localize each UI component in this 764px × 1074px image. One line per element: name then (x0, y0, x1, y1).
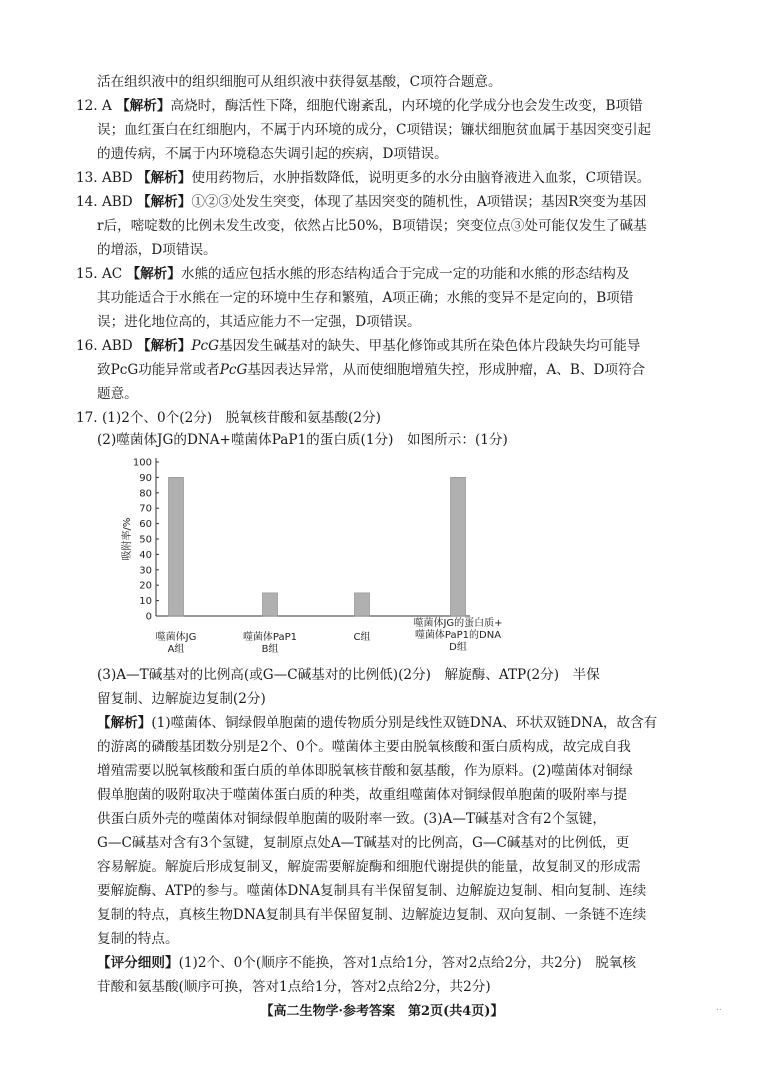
bar (355, 593, 370, 616)
text-line: r后，嘧啶数的比例未发生改变，依然占比50%，B项错误；突变位点③处可能仅发生了碱基 (97, 218, 647, 234)
text-line: 活在组织液中的组织细胞可从组织液中获得氨基酸，C项符合题意。 (97, 74, 502, 90)
bar (451, 477, 466, 616)
question-14 (76, 192, 646, 212)
text-line: 的遗传病，不属于内环境稳态失调引起的疾病，D项错误。 (97, 146, 448, 162)
bar (169, 477, 184, 616)
analysis-label: 【解析】 (116, 98, 171, 114)
analysis-label: 【解析】 (136, 338, 192, 354)
y-tick-label: 20 (139, 580, 152, 592)
category-label: B组 (261, 644, 279, 655)
text-line: 假单胞菌的吸附取决于噬菌体蛋白质的种类，故重组噬菌体对铜绿假单胞菌的吸附率与提 (97, 787, 628, 803)
y-tick-label: 100 (132, 457, 152, 469)
y-tick-label: 80 (139, 488, 152, 500)
y-tick-label: 40 (139, 549, 152, 561)
y-axis-label: 吸附率/% (122, 517, 133, 561)
y-tick-label: 30 (139, 565, 152, 577)
text-line: (3)A—T碱基对的比例高(或G—C碱基对的比例低)(2分) 解旋酶、ATP(2分) 半保 (97, 667, 600, 683)
text-line: (2)噬菌体JG的DNA+噬菌体PaP1的蛋白质(1分) 如图所示：(1分) (97, 432, 508, 448)
category-label: 噬菌体JG (155, 632, 197, 643)
text-line: 误；进化地位高的，其适应能力不一定强，D项错误。 (97, 314, 421, 330)
text-span: 基因表达异常，从而使细胞增殖失控，形成肿瘤，A、B、D项符合 (247, 362, 646, 378)
question-12 (76, 96, 643, 116)
category-label: 噬菌体PaP1 (242, 632, 298, 643)
scoring-rules (97, 953, 636, 973)
text-line: 留复制、边解旋边复制(2分) (97, 691, 266, 707)
text-line: 的游离的磷酸基团数分别是2个、0个。噬菌体主要由脱氧核酸和蛋白质构成，故完成自我 (97, 739, 631, 755)
text-line: 要解旋酶、ATP的参与。噬菌体DNA复制具有半保留复制、边解旋边复制、相向复制、连续 (97, 883, 647, 899)
text-span: 致PcG功能异常或者 (97, 362, 220, 378)
text-line: 复制的特点，真核生物DNA复制具有半保留复制、边解旋边复制、双向复制、一条链不连续 (97, 907, 647, 923)
text-span: ①②③处发生突变，体现了基因突变的随机性，A项错误；基因R突变为基因 (191, 194, 647, 210)
y-tick-label: 10 (139, 596, 152, 608)
text-line: G—C碱基对含有3个氢键，复制原点处A—T碱基对的比例高，G—C碱基对的比例低，更 (97, 835, 630, 851)
analysis-17 (97, 713, 657, 733)
answer-key: 14. ABD (76, 194, 133, 210)
y-tick-label: 90 (139, 472, 152, 484)
category-label: C组 (353, 632, 371, 643)
answer-key: 15. AC (76, 266, 123, 282)
text-line: 增殖需要以脱氧核酸和蛋白质的单体即脱氧核苷酸和氨基酸，作为原料。(2)噬菌体对铜绿 (97, 763, 633, 779)
text-span: (1)2个、0个(顺序不能换，答对1点给1分，答对2点给2分，共2分) 脱氧核 (178, 955, 636, 971)
question-13 (76, 168, 650, 188)
corner-mark: .. (716, 1003, 722, 1013)
text-line: 题意。 (97, 386, 138, 402)
text-span: (1)噬菌体、铜绿假单胞菌的遗传物质分别是线性双链DNA、环状双链DNA，故含有 (151, 715, 658, 731)
page-footer: 【高二生物学·参考答案 第2页(共4页)】 (260, 1004, 504, 1019)
y-tick-label: 70 (139, 503, 152, 515)
text-span: 基因发生碱基对的缺失、甲基化修饰或其所在染色体片段缺失均可能导 (218, 338, 641, 354)
category-label: D组 (449, 642, 467, 653)
answer-key: 16. ABD (76, 338, 133, 354)
analysis-label: 【解析】 (136, 194, 192, 210)
analysis-label: 【解析】 (97, 715, 152, 731)
analysis-label: 【解析】 (136, 170, 192, 186)
bar (263, 593, 278, 616)
text-line: 苷酸和氨基酸(顺序可换，答对1点给1分，答对2点给2分，共2分) (97, 979, 491, 995)
y-tick-label: 60 (139, 519, 152, 531)
text-span: 高烧时，酶活性下降，细胞代谢紊乱，内环境的化学成分也会发生改变，B项错 (170, 98, 643, 114)
adsorption-bar-chart (118, 450, 548, 660)
text-line: 供蛋白质外壳的噬菌体对铜绿假单胞菌的吸附率一致。(3)A—T碱基对含有2个氢键， (97, 811, 606, 827)
question-17: 17. (1)2个、0个(2分) 脱氧核苷酸和氨基酸(2分) (76, 410, 381, 426)
y-tick-label: 0 (145, 611, 152, 623)
category-label: 噬菌体JG的蛋白质+ (413, 618, 503, 629)
text-line (97, 360, 645, 380)
text-line: 复制的特点。 (97, 931, 179, 947)
y-tick-label: 50 (139, 534, 152, 546)
text-line: 其功能适合于水熊在一定的环境中生存和繁殖，A项正确；水熊的变异不是定向的，B项错 (97, 290, 634, 306)
text-line: 误；血红蛋白在红细胞内，不属于内环境的成分，C项错误；镰状细胞贫血属于基因突变引起 (97, 122, 652, 138)
gene-name: PcG (191, 338, 219, 354)
analysis-label: 【解析】 (126, 266, 181, 282)
category-label: A组 (167, 644, 185, 655)
text-span: 水熊的适应包括水熊的形态结构适合于完成一定的功能和水熊的形态结构及 (180, 266, 630, 282)
text-line: 容易解旋。解旋后形成复制叉，解旋需要解旋酶和细胞代谢提供的能量，故复制叉的形成需 (97, 859, 641, 875)
text-span: 使用药物后，水肿指数降低，说明更多的水分由脑脊液进入血浆，C项错误。 (191, 170, 651, 186)
category-label: 噬菌体PaP1的DNA (414, 630, 502, 641)
question-15 (76, 264, 629, 284)
text-line: 的增添，D项错误。 (97, 242, 217, 258)
scoring-label: 【评分细则】 (97, 955, 179, 971)
gene-name: PcG (219, 362, 248, 378)
answer-key: 13. ABD (76, 170, 133, 186)
question-16 (76, 336, 640, 356)
answer-key: 12. A (76, 98, 112, 114)
